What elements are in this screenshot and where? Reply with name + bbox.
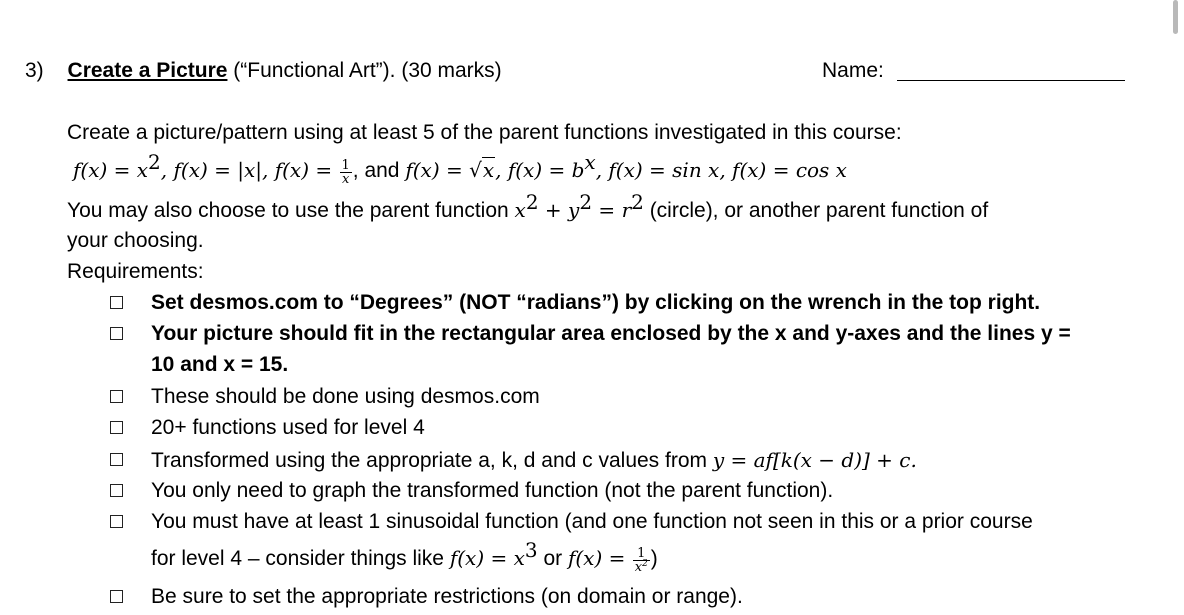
func-reciprocal-fraction [340, 159, 352, 186]
parent-functions-line [73, 150, 847, 188]
intro-line-3-pre: You may also choose to use the parent function [67, 199, 515, 222]
inverse-square-fraction [633, 547, 650, 574]
intro-line-3 [67, 190, 989, 223]
frac-den-exp: 2 [642, 559, 648, 570]
frac-denominator: x [341, 172, 350, 188]
intro-line-4: your choosing. [67, 229, 204, 252]
intro-line-3-post: (circle), or another parent function of [643, 199, 989, 222]
requirement-text: Set desmos.com to “Degrees” (NOT “radians”) by clicking on the wrench in the top right. [151, 291, 1041, 314]
frac-denominator [633, 561, 650, 574]
cubic-function: f(x) = x [449, 546, 525, 570]
circle-x: x [514, 198, 526, 222]
requirement-text: Be sure to set the appropriate restrictions (on domain or range). [151, 585, 743, 608]
checkbox[interactable] [110, 515, 123, 528]
requirement-text: These should be done using desmos.com [151, 385, 540, 408]
requirements-label: Requirements: [67, 260, 204, 283]
requirement-text: You must have at least 1 sinusoidal function (and one function not seen in this or a prior course [151, 510, 1033, 533]
circle-y-exp: 2 [579, 190, 593, 214]
requirement-text: 20+ functions used for level 4 [151, 416, 425, 439]
func-and-text: , and [352, 159, 406, 182]
transform-equation: y = af[k(x − d)] + c. [712, 448, 917, 472]
requirement-text-part: Transformed using the appropriate a, k, d and c values from [151, 449, 713, 472]
checkbox[interactable] [110, 453, 123, 466]
frac-numerator: 1 [633, 547, 650, 561]
checkbox[interactable] [110, 590, 123, 603]
checkbox[interactable] [110, 421, 123, 434]
checkbox[interactable] [110, 484, 123, 497]
circle-eq: = [592, 198, 622, 222]
checkbox[interactable] [110, 296, 123, 309]
question-number: 3) [25, 59, 44, 82]
func-quadratic: f(x) = x [73, 158, 149, 182]
frac-numerator: 1 [341, 158, 350, 174]
question-title: Create a Picture [67, 59, 228, 82]
name-blank-line [897, 80, 1125, 81]
requirement-text: You only need to graph the transformed function (not the parent function). [151, 479, 834, 502]
func-exponential: , f(x) = b [495, 158, 585, 182]
func-trig: , f(x) = sin x, f(x) = cos x [595, 158, 847, 182]
circle-y: y [568, 198, 580, 222]
inverse-square-prefix: f(x) = [567, 546, 632, 570]
circle-r: r [621, 198, 632, 222]
requirement-text [151, 448, 917, 473]
func-quadratic-exp: 2 [148, 150, 161, 174]
frac-den-base: x [634, 560, 643, 576]
intro-line-1: Create a picture/pattern using at least 5 of the parent functions investigated in this course: [67, 121, 902, 144]
circle-x-exp: 2 [525, 190, 539, 214]
func-sqrt-prefix: f(x) = [405, 158, 470, 182]
close-paren: ) [650, 547, 658, 570]
func-abs-and-recip: , f(x) = |x|, f(x) = [160, 158, 339, 182]
circle-r-exp: 2 [631, 190, 644, 214]
func-exponential-exp: x [584, 150, 596, 174]
name-label: Name: [822, 59, 884, 82]
circle-plus: + [538, 198, 569, 222]
requirement-text-continued [151, 538, 658, 576]
requirement-text: Your picture should fit in the rectangular area enclosed by the x and y-axes and the lines y = [151, 322, 1071, 345]
cubic-exp: 3 [524, 538, 538, 562]
question-heading [25, 59, 502, 83]
requirement-text-part: for level 4 – consider things like [151, 547, 450, 570]
question-subtitle: (“Functional Art”). (30 marks) [227, 59, 502, 82]
or-text: or [537, 547, 568, 570]
checkbox[interactable] [110, 390, 123, 403]
scrollbar-thumb[interactable] [1173, 0, 1178, 34]
sqrt-symbol: √ [469, 158, 482, 182]
sqrt-radicand: x [482, 158, 495, 182]
requirement-text-continued: 10 and x = 15. [151, 353, 289, 376]
checkbox[interactable] [110, 327, 123, 340]
